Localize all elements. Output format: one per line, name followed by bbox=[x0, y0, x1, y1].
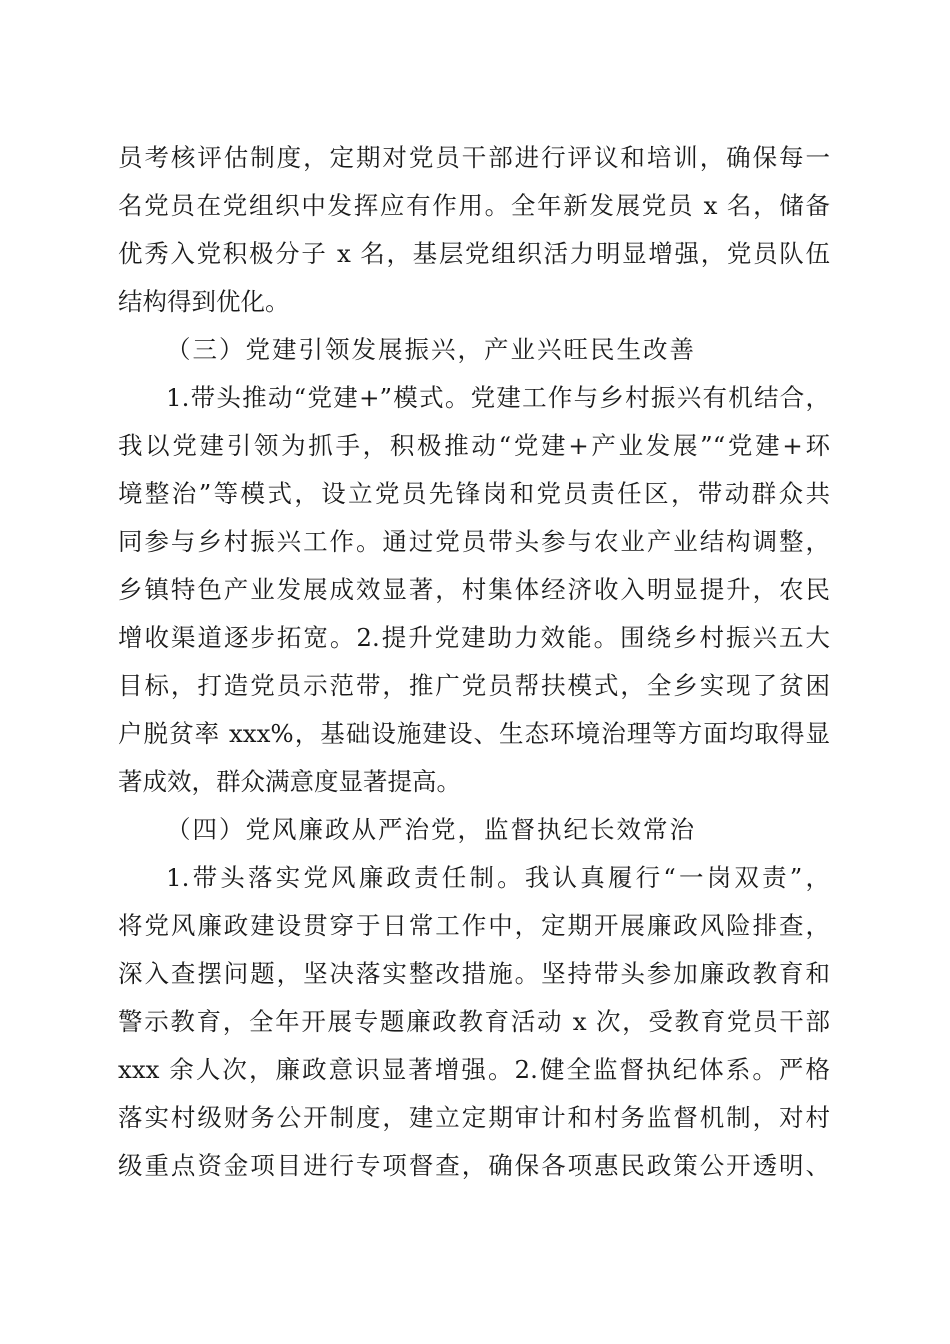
paragraph-line: 员考核评估制度，定期对党员干部进行评议和培训，确保每一 bbox=[118, 143, 830, 172]
paragraph-line: 1.带头落实党风廉政责任制。我认真履行“一岗双责”， bbox=[166, 863, 830, 892]
paragraph-line: 我以党建引领为抓手，积极推动“党建+产业发展”“党建+环 bbox=[118, 431, 830, 460]
paragraph-line: 境整治”等模式，设立党员先锋岗和党员责任区，带动群众共 bbox=[118, 479, 830, 508]
paragraph-line: 深入查摆问题，坚决落实整改措施。坚持带头参加廉政教育和 bbox=[118, 959, 830, 988]
paragraph-line: 户脱贫率 xxx%，基础设施建设、生态环境治理等方面均取得显 bbox=[118, 719, 830, 748]
paragraph-line: 警示教育，全年开展专题廉政教育活动 x 次，受教育党员干部 bbox=[118, 1007, 830, 1036]
paragraph-line: 著成效，群众满意度显著提高。 bbox=[118, 767, 461, 796]
paragraph-line: 1.带头推动“党建+”模式。党建工作与乡村振兴有机结合， bbox=[166, 383, 830, 412]
paragraph-line: 落实村级财务公开制度，建立定期审计和村务监督机制，对村 bbox=[118, 1103, 830, 1132]
paragraph-line: 优秀入党积极分子 x 名，基层党组织活力明显增强，党员队伍 bbox=[118, 239, 830, 268]
paragraph-line: xxx 余人次，廉政意识显著增强。2.健全监督执纪体系。严格 bbox=[118, 1055, 830, 1084]
paragraph-line: 目标，打造党员示范带，推广党员帮扶模式，全乡实现了贫困 bbox=[118, 671, 830, 700]
section-heading: （四）党风廉政从严治党，监督执纪长效常治 bbox=[166, 815, 696, 844]
paragraph-line: 将党风廉政建设贯穿于日常工作中，定期开展廉政风险排查， bbox=[118, 911, 830, 940]
paragraph-line: 级重点资金项目进行专项督查，确保各项惠民政策公开透明、 bbox=[118, 1151, 830, 1180]
paragraph-line: 增收渠道逐步拓宽。2.提升党建助力效能。围绕乡村振兴五大 bbox=[118, 623, 830, 652]
paragraph-line: 名党员在党组织中发挥应有作用。全年新发展党员 x 名，储备 bbox=[118, 191, 830, 220]
paragraph-line: 乡镇特色产业发展成效显著，村集体经济收入明显提升，农民 bbox=[118, 575, 830, 604]
paragraph-line: 结构得到优化。 bbox=[118, 287, 290, 316]
paragraph-line: 同参与乡村振兴工作。通过党员带头参与农业产业结构调整， bbox=[118, 527, 830, 556]
section-heading: （三）党建引领发展振兴，产业兴旺民生改善 bbox=[166, 335, 696, 364]
